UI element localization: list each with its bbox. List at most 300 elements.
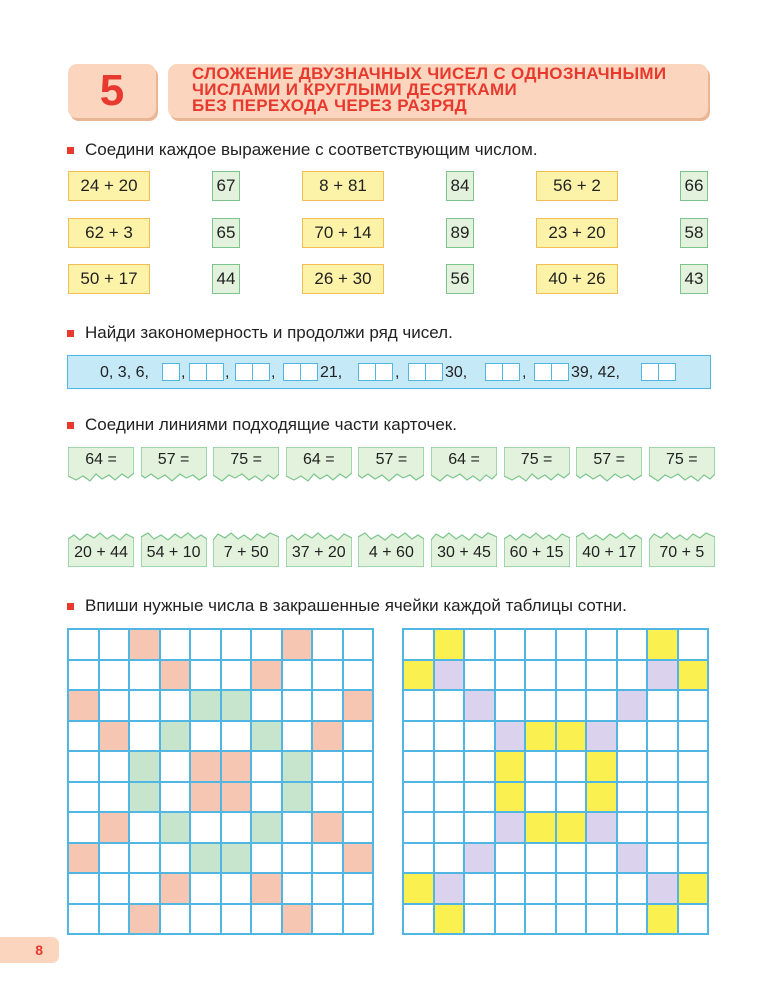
card-bottom-label: 70 + 5 xyxy=(659,544,705,561)
grid-cell[interactable] xyxy=(160,782,191,813)
task2-text: Найди закономерность и продолжи ряд чисел. xyxy=(85,323,453,342)
grid-cell[interactable] xyxy=(282,843,313,874)
grid-cell[interactable] xyxy=(403,843,434,874)
answer-cell[interactable] xyxy=(235,363,253,381)
grid-cell-shaded[interactable] xyxy=(586,812,617,843)
card-bottom-part[interactable] xyxy=(431,531,497,567)
grid-cell-shaded[interactable] xyxy=(495,721,526,752)
grid-cell-shaded[interactable] xyxy=(129,751,160,782)
grid-cell[interactable] xyxy=(190,904,221,935)
grid-cell-shaded[interactable] xyxy=(464,843,495,874)
grid-cell-shaded[interactable] xyxy=(556,721,587,752)
card-top-label: 75 = xyxy=(520,451,553,468)
number-card[interactable]: 43 xyxy=(680,264,708,294)
grid-cell[interactable] xyxy=(343,782,374,813)
grid-cell-shaded[interactable] xyxy=(251,873,282,904)
grid-cell[interactable] xyxy=(525,873,556,904)
grid-cell[interactable] xyxy=(617,782,648,813)
grid-cell-shaded[interactable] xyxy=(282,751,313,782)
grid-cell-shaded[interactable] xyxy=(99,812,130,843)
card-bottom-part[interactable] xyxy=(213,531,279,567)
answer-cell[interactable] xyxy=(534,363,552,381)
grid-cell[interactable] xyxy=(68,812,99,843)
answer-cell[interactable] xyxy=(252,363,270,381)
grid-cell[interactable] xyxy=(678,843,709,874)
answer-cell[interactable] xyxy=(641,363,659,381)
answer-cell[interactable] xyxy=(658,363,676,381)
grid-cell-shaded[interactable] xyxy=(129,904,160,935)
grid-cell-shaded[interactable] xyxy=(556,812,587,843)
grid-cell-shaded[interactable] xyxy=(68,690,99,721)
grid-cell-shaded[interactable] xyxy=(282,904,313,935)
grid-cell[interactable] xyxy=(403,751,434,782)
grid-cell[interactable] xyxy=(251,904,282,935)
number-sequence-bar xyxy=(67,355,711,389)
answer-cell[interactable] xyxy=(485,363,503,381)
grid-cell[interactable] xyxy=(525,782,556,813)
card-bottom-label: 54 + 10 xyxy=(146,544,201,561)
sequence-value-39-42: 39, 42, xyxy=(571,364,620,381)
grid-cell[interactable] xyxy=(495,904,526,935)
grid-cell[interactable] xyxy=(282,721,313,752)
card-bottom-label: 60 + 15 xyxy=(509,544,564,561)
card-top-label: 64 = xyxy=(448,451,480,468)
grid-cell[interactable] xyxy=(647,690,678,721)
number-card[interactable]: 58 xyxy=(680,218,708,248)
expression-card[interactable]: 8 + 81 xyxy=(302,171,384,201)
grid-cell[interactable] xyxy=(495,629,526,660)
grid-cell[interactable] xyxy=(678,690,709,721)
grid-cell[interactable] xyxy=(647,721,678,752)
card-top-label: 64 = xyxy=(303,451,335,468)
card-top-part[interactable] xyxy=(286,447,352,483)
grid-cell[interactable] xyxy=(312,843,343,874)
card-top-label: 75 = xyxy=(666,451,698,468)
grid-cell-shaded[interactable] xyxy=(160,812,191,843)
grid-cell[interactable] xyxy=(68,660,99,691)
grid-cell[interactable] xyxy=(617,904,648,935)
answer-cell[interactable] xyxy=(162,363,180,381)
grid-cell-shaded[interactable] xyxy=(129,782,160,813)
expression-card[interactable]: 23 + 20 xyxy=(536,218,618,248)
grid-cell[interactable] xyxy=(282,873,313,904)
lesson-title xyxy=(168,64,708,118)
grid-cell-shaded[interactable] xyxy=(525,721,556,752)
grid-cell-shaded[interactable] xyxy=(586,782,617,813)
grid-cell[interactable] xyxy=(434,843,465,874)
grid-cell-shaded[interactable] xyxy=(403,873,434,904)
grid-cell[interactable] xyxy=(221,812,252,843)
grid-cell[interactable] xyxy=(99,843,130,874)
grid-cell-shaded[interactable] xyxy=(647,660,678,691)
grid-cell-shaded[interactable] xyxy=(617,690,648,721)
grid-cell[interactable] xyxy=(190,812,221,843)
lesson-number: 5 xyxy=(99,66,125,115)
card-bottom-part[interactable] xyxy=(358,531,424,567)
grid-cell-shaded[interactable] xyxy=(221,690,252,721)
grid-cell[interactable] xyxy=(403,812,434,843)
grid-cell-shaded[interactable] xyxy=(312,721,343,752)
grid-cell[interactable] xyxy=(343,751,374,782)
grid-cell[interactable] xyxy=(464,812,495,843)
card-top-part[interactable] xyxy=(68,447,134,483)
grid-cell[interactable] xyxy=(68,873,99,904)
answer-cell[interactable] xyxy=(300,363,318,381)
answer-cell[interactable] xyxy=(408,363,426,381)
grid-cell[interactable] xyxy=(495,660,526,691)
grid-cell[interactable] xyxy=(221,629,252,660)
grid-cell-shaded[interactable] xyxy=(495,812,526,843)
answer-cell[interactable] xyxy=(189,363,207,381)
grid-cell[interactable] xyxy=(251,690,282,721)
grid-cell-shaded[interactable] xyxy=(525,812,556,843)
grid-cell[interactable] xyxy=(68,904,99,935)
grid-cell[interactable] xyxy=(343,660,374,691)
card-bottom-label: 37 + 20 xyxy=(291,544,346,561)
task4-text: Впиши нужные числа в закрашенные ячейки каждой таблицы сотни. xyxy=(85,596,627,615)
grid-cell[interactable] xyxy=(129,812,160,843)
grid-cell[interactable] xyxy=(221,904,252,935)
sequence-comma: , xyxy=(225,364,230,381)
grid-cell[interactable] xyxy=(160,629,191,660)
grid-cell[interactable] xyxy=(343,904,374,935)
answer-cell[interactable] xyxy=(375,363,393,381)
grid-cell[interactable] xyxy=(129,690,160,721)
grid-cell[interactable] xyxy=(647,751,678,782)
hundred-grid-1 xyxy=(67,628,374,935)
grid-cell[interactable] xyxy=(99,751,130,782)
grid-cell-shaded[interactable] xyxy=(434,660,465,691)
grid-cell[interactable] xyxy=(343,629,374,660)
bullet-icon xyxy=(67,422,74,429)
task3-instruction xyxy=(67,415,457,435)
card-top-label: 57 = xyxy=(593,451,625,468)
grid-cell[interactable] xyxy=(221,660,252,691)
grid-cell[interactable] xyxy=(556,629,587,660)
expression-card[interactable]: 50 + 17 xyxy=(68,264,150,294)
number-card[interactable]: 66 xyxy=(680,171,708,201)
card-bottom-label: 20 + 44 xyxy=(74,544,128,561)
grid-cell[interactable] xyxy=(678,904,709,935)
card-top-part[interactable] xyxy=(576,447,642,483)
grid-cell[interactable] xyxy=(434,751,465,782)
grid-cell[interactable] xyxy=(647,812,678,843)
task1-text: Соедини каждое выражение с соответствующим числом. xyxy=(85,140,538,159)
task2-instruction xyxy=(67,323,453,343)
card-top-label: 75 = xyxy=(230,451,262,468)
card-bottom-label: 40 + 17 xyxy=(582,544,637,561)
number-card[interactable]: 44 xyxy=(212,264,240,294)
grid-cell-shaded[interactable] xyxy=(343,690,374,721)
grid-cell[interactable] xyxy=(556,843,587,874)
grid-cell-shaded[interactable] xyxy=(129,629,160,660)
grid-cell-shaded[interactable] xyxy=(282,782,313,813)
grid-cell[interactable] xyxy=(464,904,495,935)
grid-cell[interactable] xyxy=(464,660,495,691)
grid-cell[interactable] xyxy=(68,751,99,782)
expression-card[interactable]: 24 + 20 xyxy=(68,171,150,201)
grid-cell[interactable] xyxy=(68,721,99,752)
grid-cell[interactable] xyxy=(251,629,282,660)
grid-cell[interactable] xyxy=(312,660,343,691)
grid-cell-shaded[interactable] xyxy=(190,782,221,813)
grid-cell-shaded[interactable] xyxy=(160,721,191,752)
grid-cell-shaded[interactable] xyxy=(678,873,709,904)
answer-cell[interactable] xyxy=(502,363,520,381)
grid-cell[interactable] xyxy=(647,843,678,874)
grid-cell[interactable] xyxy=(556,690,587,721)
grid-cell[interactable] xyxy=(312,629,343,660)
grid-cell[interactable] xyxy=(282,660,313,691)
grid-cell[interactable] xyxy=(525,690,556,721)
grid-cell[interactable] xyxy=(495,690,526,721)
grid-cell[interactable] xyxy=(525,629,556,660)
grid-cell[interactable] xyxy=(434,812,465,843)
card-top-part[interactable] xyxy=(141,447,207,483)
grid-cell-shaded[interactable] xyxy=(282,629,313,660)
grid-cell[interactable] xyxy=(678,751,709,782)
card-top-part[interactable] xyxy=(431,447,497,483)
grid-cell[interactable] xyxy=(586,660,617,691)
card-bottom-part[interactable] xyxy=(286,531,352,567)
grid-cell[interactable] xyxy=(556,873,587,904)
card-bottom-part[interactable] xyxy=(141,531,207,567)
grid-cell-shaded[interactable] xyxy=(647,873,678,904)
grid-cell[interactable] xyxy=(160,904,191,935)
grid-cell[interactable] xyxy=(160,843,191,874)
grid-cell[interactable] xyxy=(556,782,587,813)
grid-cell[interactable] xyxy=(312,873,343,904)
task4-instruction xyxy=(67,596,627,616)
grid-cell[interactable] xyxy=(556,751,587,782)
answer-cell[interactable] xyxy=(283,363,301,381)
grid-cell[interactable] xyxy=(647,782,678,813)
grid-cell[interactable] xyxy=(464,751,495,782)
grid-cell[interactable] xyxy=(617,873,648,904)
grid-cell[interactable] xyxy=(434,721,465,752)
grid-cell-shaded[interactable] xyxy=(647,629,678,660)
card-top-part[interactable] xyxy=(504,447,570,483)
task3-text: Соедини линиями подходящие части карточек. xyxy=(85,415,457,434)
grid-cell-shaded[interactable] xyxy=(434,904,465,935)
card-bottom-part[interactable] xyxy=(68,531,134,567)
grid-cell[interactable] xyxy=(99,690,130,721)
grid-cell-shaded[interactable] xyxy=(617,843,648,874)
grid-cell-shaded[interactable] xyxy=(495,782,526,813)
grid-cell-shaded[interactable] xyxy=(190,751,221,782)
grid-cell-shaded[interactable] xyxy=(190,690,221,721)
answer-cell[interactable] xyxy=(206,363,224,381)
grid-cell-shaded[interactable] xyxy=(190,843,221,874)
grid-cell[interactable] xyxy=(190,629,221,660)
grid-cell[interactable] xyxy=(312,751,343,782)
grid-cell[interactable] xyxy=(403,690,434,721)
grid-cell-shaded[interactable] xyxy=(586,751,617,782)
bullet-icon xyxy=(67,603,74,610)
expression-card[interactable]: 70 + 14 xyxy=(302,218,384,248)
card-bottom-label: 30 + 45 xyxy=(437,544,491,561)
sequence-comma: , xyxy=(522,364,527,381)
grid-cell[interactable] xyxy=(99,782,130,813)
grid-cell[interactable] xyxy=(586,690,617,721)
grid-cell[interactable] xyxy=(617,660,648,691)
number-card[interactable]: 56 xyxy=(446,264,474,294)
card-top-label: 64 = xyxy=(85,451,117,468)
grid-cell-shaded[interactable] xyxy=(343,843,374,874)
grid-cell-shaded[interactable] xyxy=(647,904,678,935)
grid-cell-shaded[interactable] xyxy=(68,843,99,874)
grid-cell[interactable] xyxy=(434,690,465,721)
grid-cell[interactable] xyxy=(586,843,617,874)
sequence-comma: , xyxy=(395,364,400,381)
grid-cell[interactable] xyxy=(525,843,556,874)
card-bottom-part[interactable] xyxy=(504,531,570,567)
number-card[interactable]: 65 xyxy=(212,218,240,248)
grid-cell[interactable] xyxy=(68,782,99,813)
sequence-comma: , xyxy=(181,364,186,381)
grid-cell-shaded[interactable] xyxy=(495,751,526,782)
expression-card[interactable]: 26 + 30 xyxy=(302,264,384,294)
card-bottom-part[interactable] xyxy=(576,531,642,567)
grid-cell[interactable] xyxy=(586,629,617,660)
grid-cell[interactable] xyxy=(556,660,587,691)
grid-cell[interactable] xyxy=(617,629,648,660)
grid-cell[interactable] xyxy=(251,782,282,813)
grid-cell-shaded[interactable] xyxy=(312,812,343,843)
page-number: 8 xyxy=(35,942,43,958)
grid-cell[interactable] xyxy=(129,873,160,904)
grid-cell[interactable] xyxy=(678,782,709,813)
grid-cell-shaded[interactable] xyxy=(221,843,252,874)
grid-cell[interactable] xyxy=(495,843,526,874)
card-top-label: 57 = xyxy=(375,451,408,468)
grid-cell[interactable] xyxy=(160,751,191,782)
grid-cell[interactable] xyxy=(495,873,526,904)
grid-cell[interactable] xyxy=(464,873,495,904)
card-top-part[interactable] xyxy=(213,447,279,483)
grid-cell[interactable] xyxy=(464,721,495,752)
grid-cell[interactable] xyxy=(312,690,343,721)
grid-cell[interactable] xyxy=(525,660,556,691)
grid-cell[interactable] xyxy=(343,812,374,843)
grid-cell[interactable] xyxy=(282,812,313,843)
sequence-value-30: 30, xyxy=(445,364,468,381)
sequence-start: 0, 3, 6, xyxy=(100,364,149,381)
lesson-number-badge xyxy=(68,64,156,118)
grid-cell-shaded[interactable] xyxy=(434,873,465,904)
page-number-tab xyxy=(0,937,59,963)
grid-cell[interactable] xyxy=(464,629,495,660)
grid-cell[interactable] xyxy=(464,782,495,813)
grid-cell-shaded[interactable] xyxy=(221,751,252,782)
grid-cell[interactable] xyxy=(312,782,343,813)
grid-cell[interactable] xyxy=(525,904,556,935)
card-top-label: 57 = xyxy=(157,451,190,468)
sequence-comma: , xyxy=(271,364,276,381)
grid-cell[interactable] xyxy=(403,904,434,935)
grid-cell[interactable] xyxy=(403,721,434,752)
grid-cell[interactable] xyxy=(617,721,648,752)
grid-cell[interactable] xyxy=(403,629,434,660)
grid-cell[interactable] xyxy=(68,629,99,660)
expression-card[interactable]: 62 + 3 xyxy=(68,218,150,248)
grid-cell[interactable] xyxy=(129,660,160,691)
expression-card[interactable]: 40 + 26 xyxy=(536,264,618,294)
grid-cell-shaded[interactable] xyxy=(464,690,495,721)
grid-cell[interactable] xyxy=(525,751,556,782)
grid-cell[interactable] xyxy=(586,904,617,935)
grid-cell[interactable] xyxy=(129,843,160,874)
grid-cell[interactable] xyxy=(678,629,709,660)
grid-cell-shaded[interactable] xyxy=(160,660,191,691)
grid-cell[interactable] xyxy=(312,904,343,935)
grid-cell[interactable] xyxy=(343,873,374,904)
bullet-icon xyxy=(67,330,74,337)
card-bottom-label: 4 + 60 xyxy=(368,544,414,561)
grid-cell[interactable] xyxy=(221,873,252,904)
grid-cell[interactable] xyxy=(586,873,617,904)
hundred-grid-2 xyxy=(402,628,709,935)
grid-cell-shaded[interactable] xyxy=(99,721,130,752)
grid-cell[interactable] xyxy=(99,904,130,935)
grid-cell[interactable] xyxy=(160,690,191,721)
grid-cell-shaded[interactable] xyxy=(434,629,465,660)
grid-cell-shaded[interactable] xyxy=(678,660,709,691)
grid-cell-shaded[interactable] xyxy=(251,660,282,691)
grid-cell[interactable] xyxy=(678,812,709,843)
card-top-part[interactable] xyxy=(649,447,715,483)
grid-cell-shaded[interactable] xyxy=(160,873,191,904)
grid-cell[interactable] xyxy=(617,812,648,843)
grid-cell[interactable] xyxy=(556,904,587,935)
grid-cell-shaded[interactable] xyxy=(251,721,282,752)
grid-cell[interactable] xyxy=(403,782,434,813)
grid-cell-shaded[interactable] xyxy=(251,812,282,843)
grid-cell[interactable] xyxy=(221,721,252,752)
answer-cell[interactable] xyxy=(425,363,443,381)
number-card[interactable]: 89 xyxy=(446,218,474,248)
grid-cell[interactable] xyxy=(251,751,282,782)
grid-cell-shaded[interactable] xyxy=(586,721,617,752)
grid-cell[interactable] xyxy=(343,721,374,752)
grid-cell[interactable] xyxy=(678,721,709,752)
card-bottom-part[interactable] xyxy=(649,531,715,567)
grid-cell-shaded[interactable] xyxy=(403,660,434,691)
title-line-2: ЧИСЛАМИ И КРУГЛЫМИ ДЕСЯТКАМИ xyxy=(192,80,517,99)
expression-card[interactable]: 56 + 2 xyxy=(536,171,618,201)
grid-cell[interactable] xyxy=(190,721,221,752)
grid-cell[interactable] xyxy=(190,660,221,691)
answer-cell[interactable] xyxy=(358,363,376,381)
grid-cell[interactable] xyxy=(190,873,221,904)
grid-cell[interactable] xyxy=(99,660,130,691)
title-line-1: СЛОЖЕНИЕ ДВУЗНАЧНЫХ ЧИСЕЛ С ОДНОЗНАЧНЫМИ xyxy=(192,64,667,83)
grid-cell[interactable] xyxy=(251,843,282,874)
grid-cell[interactable] xyxy=(617,751,648,782)
grid-cell[interactable] xyxy=(434,782,465,813)
grid-cell[interactable] xyxy=(99,873,130,904)
grid-cell[interactable] xyxy=(282,690,313,721)
answer-cell[interactable] xyxy=(551,363,569,381)
number-card[interactable]: 67 xyxy=(212,171,240,201)
grid-cell-shaded[interactable] xyxy=(221,782,252,813)
grid-cell[interactable] xyxy=(129,721,160,752)
number-card[interactable]: 84 xyxy=(446,171,474,201)
bullet-icon xyxy=(67,147,74,154)
card-top-part[interactable] xyxy=(358,447,424,483)
grid-cell[interactable] xyxy=(99,629,130,660)
sequence-value-21: 21, xyxy=(320,364,343,381)
